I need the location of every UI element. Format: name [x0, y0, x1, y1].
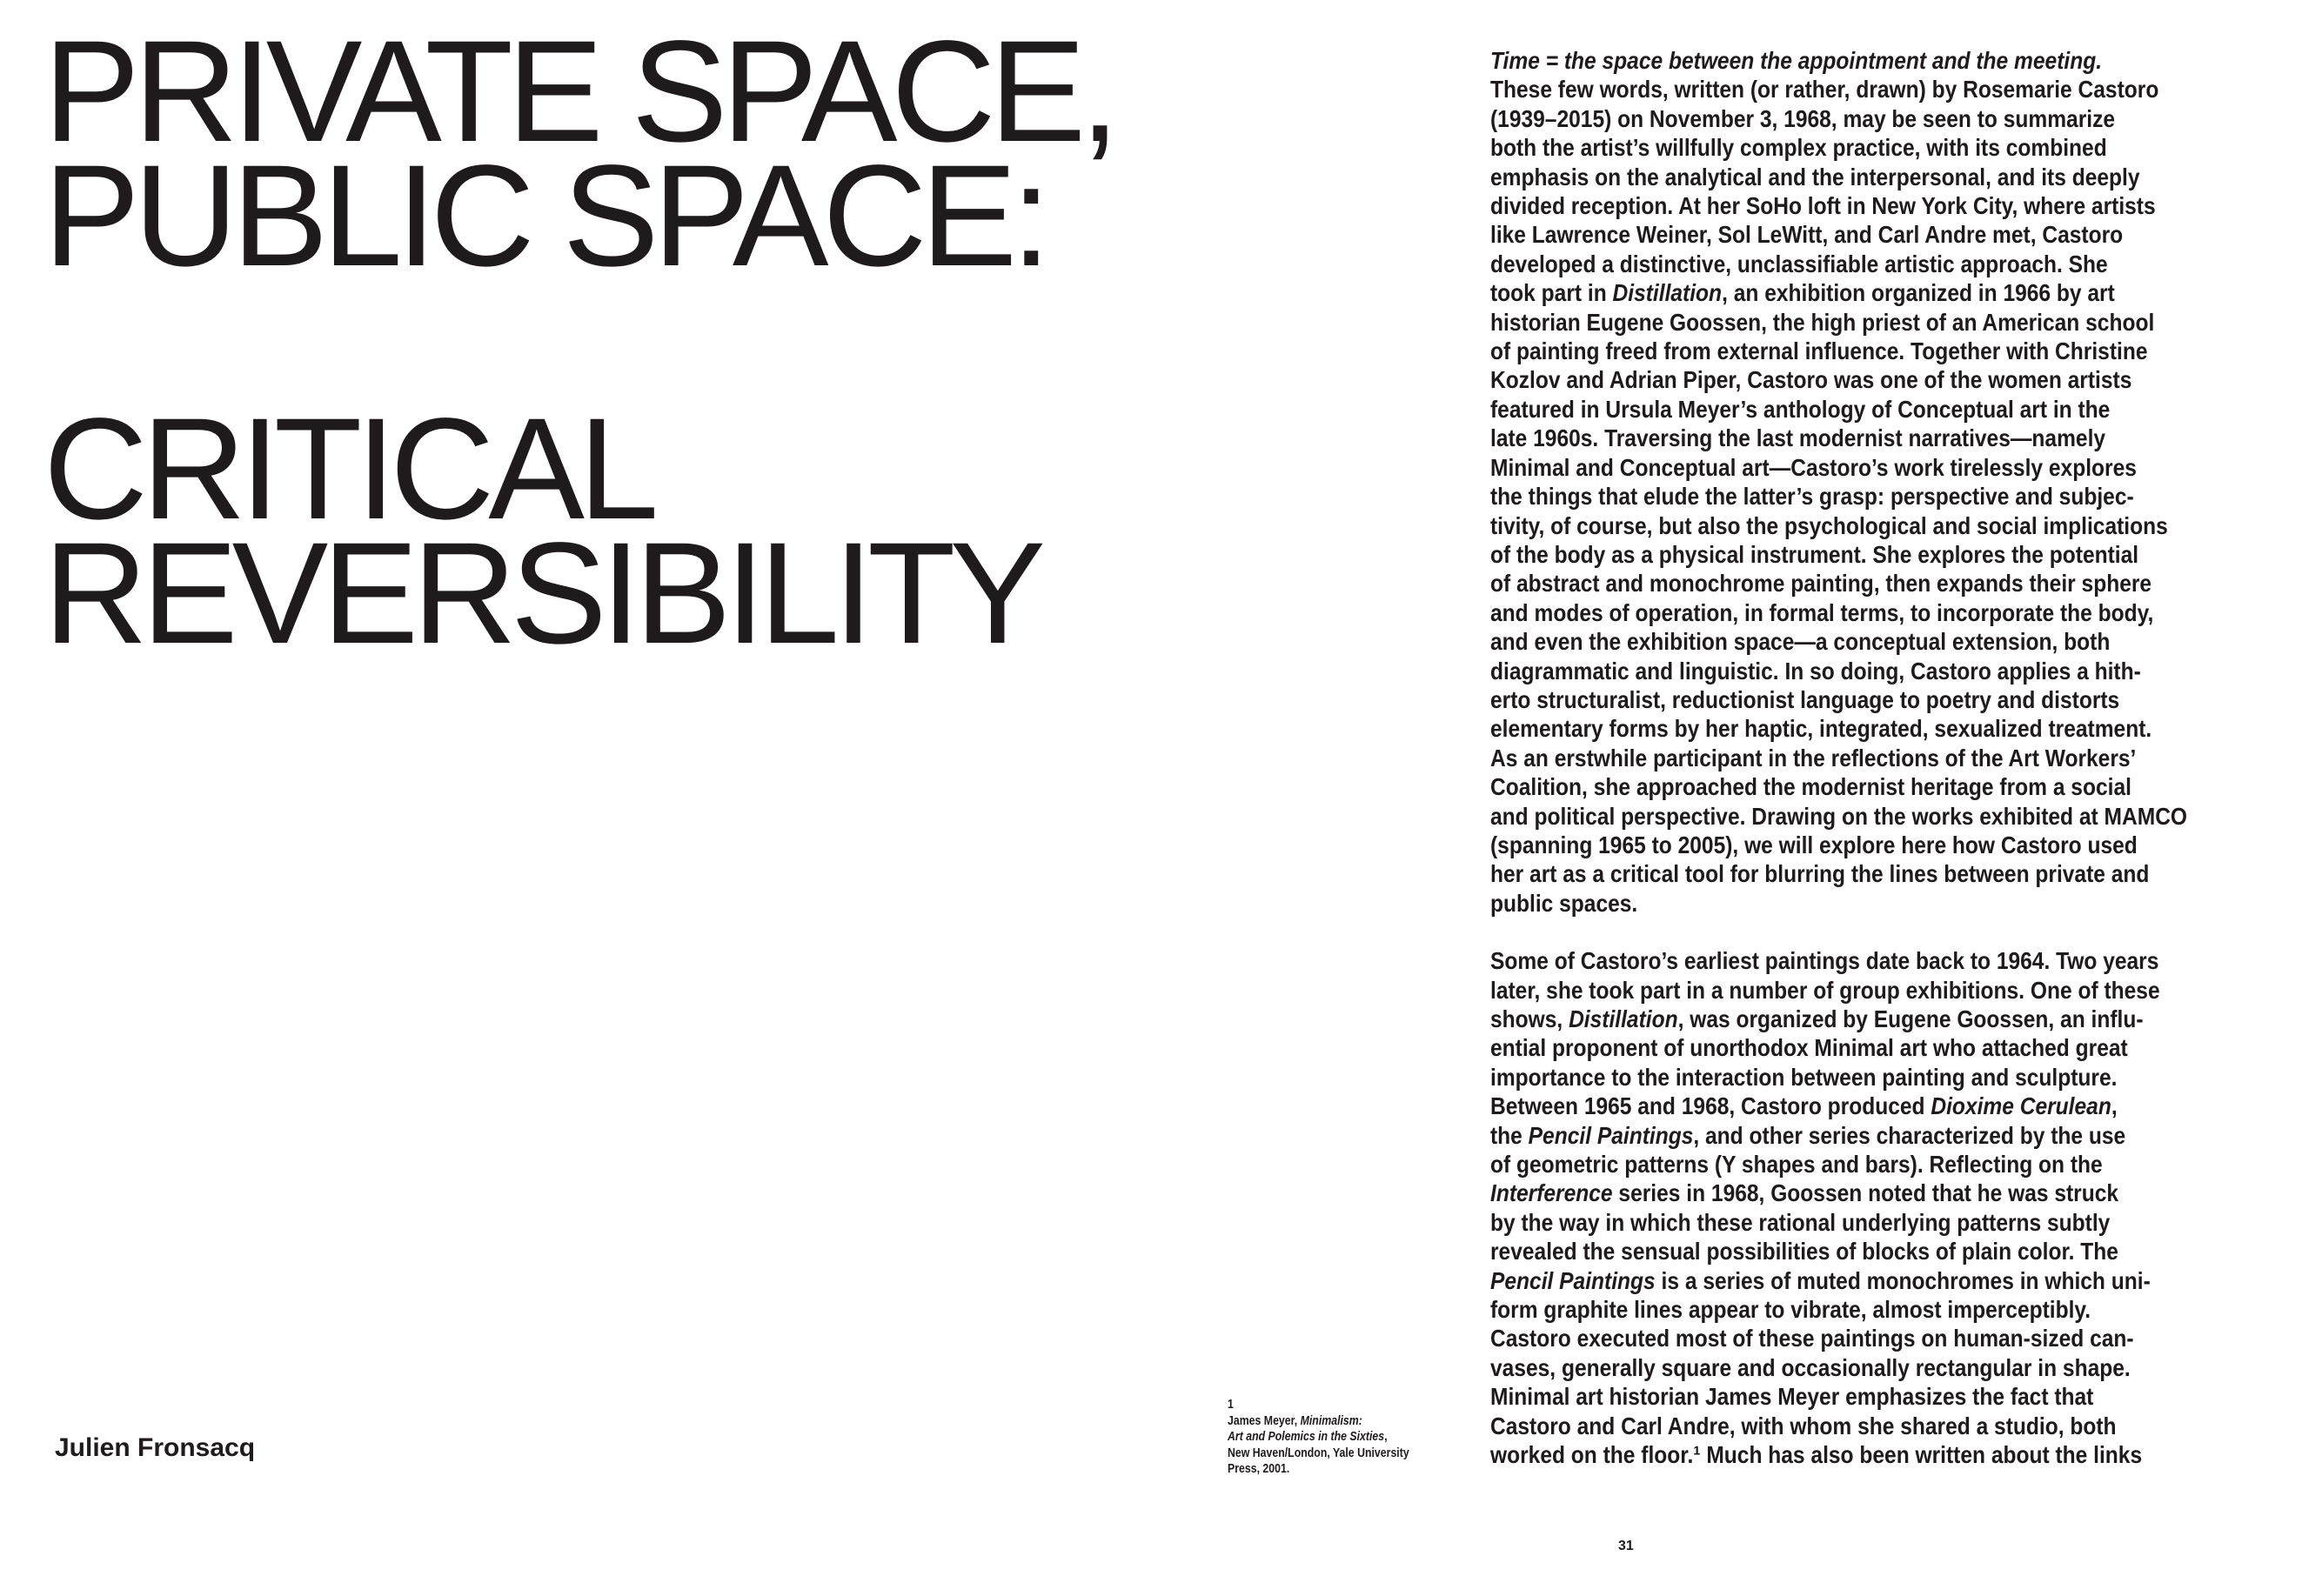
footnote-number: 1 [1228, 1398, 1234, 1412]
body-line: divided reception. At her SoHo loft in New York City, where artists [1490, 192, 2156, 220]
body-line: Kozlov and Adrian Piper, Castoro was one of the women artists [1490, 366, 2132, 394]
body-line: and modes of operation, in formal terms, to incorporate the body, [1490, 598, 2154, 626]
body-line: (spanning 1965 to 2005), we will explore here how Castoro used [1490, 831, 2138, 858]
body-line: Interference series in 1968, Goossen noted that he was struck [1490, 1179, 2119, 1207]
body-line: elementary forms by her haptic, integrated, sexualized treatment. [1490, 715, 2152, 743]
author-name: Julien Fronsacq [55, 1433, 256, 1462]
title-line: PUBLIC SPACE: [43, 136, 1046, 297]
body-line: public spaces. [1490, 889, 1638, 917]
body-line: Pencil Paintings is a series of muted monochromes in which uni- [1490, 1266, 2151, 1294]
body-line: like Lawrence Weiner, Sol LeWitt, and Carl Andre met, Castoro [1490, 221, 2124, 249]
body-line: form graphite lines appear to vibrate, almost imperceptibly. [1490, 1296, 2091, 1324]
body-line: the things that elude the latter’s grasp: perspective and subjec- [1490, 483, 2134, 511]
body-line: Coalition, she approached the modernist heritage from a social [1490, 773, 2131, 801]
body-line: vases, generally square and occasionally rectangular in shape. [1490, 1353, 2131, 1381]
body-line: diagrammatic and linguistic. In so doing, Castoro applies a hith- [1490, 657, 2141, 684]
title-line: PRIVATE SPACE, [43, 11, 1114, 172]
body-line: Between 1965 and 1968, Castoro produced Dioxime Cerulean, [1490, 1092, 2118, 1120]
body-line: importance to the interaction between painting and sculpture. [1490, 1063, 2118, 1091]
body-line: the Pencil Paintings, and other series characterized by the use [1490, 1121, 2126, 1149]
body-paragraph-1 [1490, 46, 2302, 918]
body-line: of the body as a physical instrument. She explores the potential [1490, 540, 2139, 568]
body-line: Minimal art historian James Meyer emphasizes the fact that [1490, 1383, 2094, 1411]
body-line: shows, Distillation, was organized by Eugene Goossen, an influ- [1490, 1005, 2144, 1032]
footnote [1228, 1397, 1523, 1478]
body-line: (1939–2015) on November 3, 1968, may be seen to summarize [1490, 104, 2116, 132]
title-line: REVERSIBILITY [43, 513, 1041, 674]
body-line: of painting freed from external influence. Together with Christine [1490, 337, 2148, 365]
footnote-line: Press, 2001. [1228, 1462, 1290, 1476]
footnote-line: Art and Polemics in the Sixties, [1228, 1430, 1388, 1444]
title-part-2 [43, 389, 1041, 674]
body-line: featured in Ursula Meyer’s anthology of Conceptual art in the [1490, 395, 2111, 423]
body-line: by the way in which these rational underlying patterns subtly [1490, 1208, 2111, 1236]
body-line: These few words, written (or rather, drawn) by Rosemarie Castoro [1490, 76, 2159, 104]
body-line: and political perspective. Drawing on the works exhibited at MAMCO [1490, 802, 2188, 830]
body-line: tivity, of course, but also the psychological and social implications [1490, 511, 2168, 539]
body-line: developed a distinctive, unclassifiable artistic approach. She [1490, 250, 2108, 277]
page-number: 31 [1618, 1539, 1634, 1553]
body-line: historian Eugene Goossen, the high priest of an American school [1490, 308, 2155, 336]
body-line: of geometric patterns (Y shapes and bars). Reflecting on the [1490, 1151, 2103, 1179]
body-line: of abstract and monochrome painting, then expands their sphere [1490, 570, 2152, 598]
title-line: CRITICAL [43, 389, 653, 550]
body-line: both the artist’s willfully complex practice, with its combined [1490, 134, 2107, 162]
footnote-text: James Meyer, Minimalism: [1228, 1413, 1362, 1428]
body-paragraph-2 [1490, 946, 2302, 1469]
body-line: As an erstwhile participant in the reflections of the Art Workers’ [1490, 744, 2137, 771]
body-line: Some of Castoro’s earliest paintings date back to 1964. Two years [1490, 947, 2159, 975]
body-line: ential proponent of unorthodox Minimal art who attached great [1490, 1034, 2128, 1062]
body-line: Minimal and Conceptual art—Castoro’s work tirelessly explores [1490, 453, 2137, 481]
body-line: late 1960s. Traversing the last modernist narratives—namely [1490, 424, 2106, 452]
footnote-line: New Haven/London, Yale University [1228, 1446, 1409, 1460]
body-line: later, she took part in a number of group exhibitions. One of these [1490, 976, 2160, 1004]
footnote-line [1228, 1397, 1523, 1429]
body-text [1490, 46, 2302, 1470]
paragraph-gap [1490, 918, 2302, 946]
body-line: Castoro executed most of these paintings on human-sized can- [1490, 1325, 2134, 1352]
body-line: revealed the sensual possibilities of blocks of plain color. The [1490, 1238, 2118, 1265]
title-part-1 [43, 11, 1114, 297]
body-line: emphasis on the analytical and the interpersonal, and its deeply [1490, 163, 2140, 190]
body-line: erto structuralist, reductionist language to poetry and distorts [1490, 685, 2120, 713]
body-line: and even the exhibition space—a conceptual extension, both [1490, 628, 2111, 656]
body-line: Time = the space between the appointment and the meeting. [1490, 47, 2103, 74]
body-line: took part in Distillation, an exhibition organized in 1966 by art [1490, 279, 2115, 307]
body-line: Castoro and Carl Andre, with whom she shared a studio, both [1490, 1412, 2117, 1439]
body-line: worked on the floor.¹ Much has also been written about the links [1490, 1441, 2143, 1469]
body-line: her art as a critical tool for blurring the lines between private and [1490, 860, 2150, 888]
